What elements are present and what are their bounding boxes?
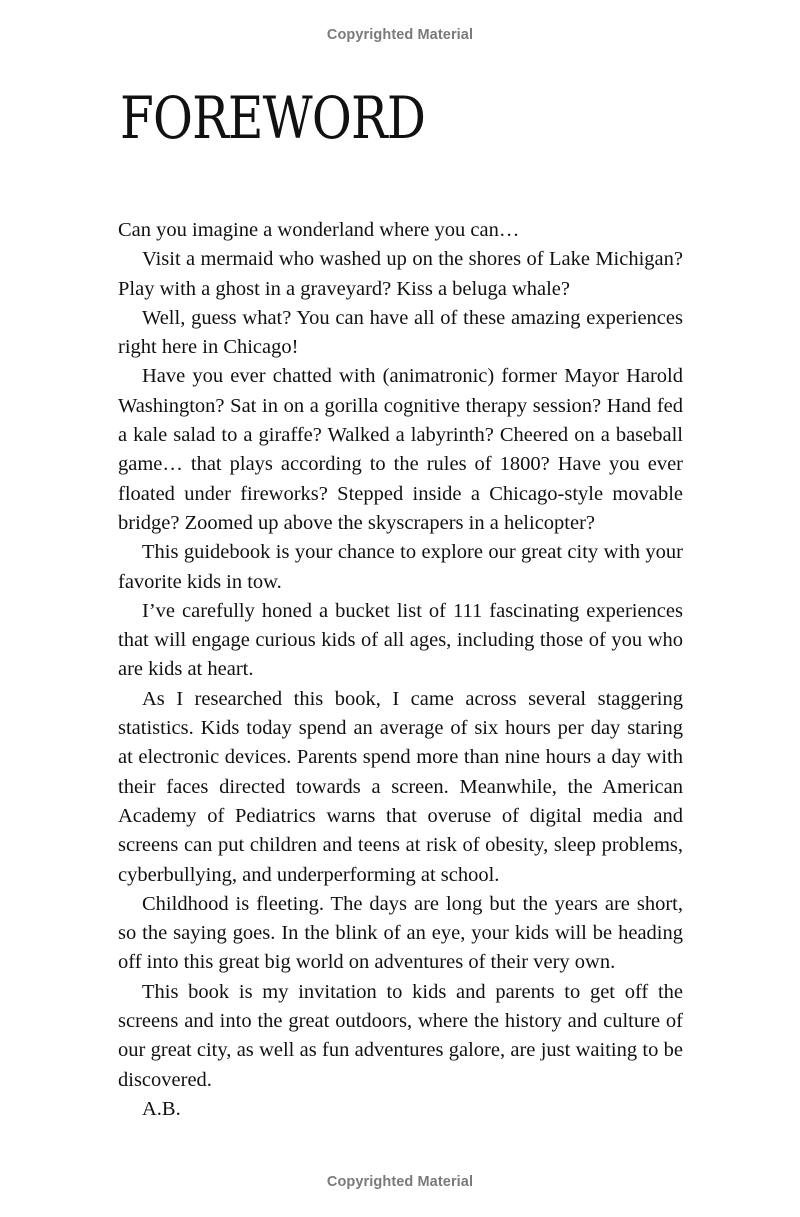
copyright-watermark-bottom: Copyrighted Material (326, 1174, 474, 1190)
paragraph: This guidebook is your chance to explore our great city with your favorite kids in tow. (118, 541, 683, 593)
paragraph: Visit a mermaid who washed up on the shores of Lake Michigan? Play with a ghost in a graveyard? Kiss a beluga whale? (118, 248, 683, 300)
copyright-watermark-top: Copyrighted Material (326, 27, 474, 43)
chapter-heading: FOREWORD (120, 84, 426, 152)
paragraph: Well, guess what? You can have all of these amazing experiences right here in Chicago! (118, 306, 683, 359)
paragraph: I’ve carefully honed a bucket list of 111 fascinating experiences that will engage curious kids of all ages, including those of you who are kids at heart. (118, 599, 683, 681)
paragraph: This book is my invitation to kids and parents to get off the screens and into the great outdoors, where the history and culture of our great city, as well as fun adventures galore, are just waiting to be discovered. (118, 980, 683, 1091)
foreword-body (118, 216, 683, 1124)
author-signature: A.B. (142, 1097, 181, 1120)
paragraph: Childhood is fleeting. The days are long but the years are short, so the saying goes. In the blink of an eye, your kids will be heading off into this great big world on adventures of their very own. (118, 892, 683, 974)
paragraph: As I researched this book, I came across several staggering statistics. Kids today spend an average of six hours per day staring at electronic devices. Parents spend more than nine hours a day with their faces directed towards a screen. Meanwhile, the American Academy of Pediatrics warns that overuse of digital media and screens can put children and teens at risk of obesity, sleep problems, cyberbullying, and underperforming at school. (118, 687, 683, 886)
paragraph-intro: Can you imagine a wonderland where you can… (118, 219, 520, 241)
paragraph: Have you ever chatted with (animatronic) former Mayor Harold Washington? Sat in on a gorilla cognitive therapy session? Hand fed a kale salad to a giraffe? Walked a labyrinth? Cheered on a baseball game… that plays according to the rules of 1800? Have you ever floated under fireworks? Stepped inside a Chicago-style movable bridge? Zoomed up above the skyscrapers in a helicopter? (118, 365, 683, 534)
